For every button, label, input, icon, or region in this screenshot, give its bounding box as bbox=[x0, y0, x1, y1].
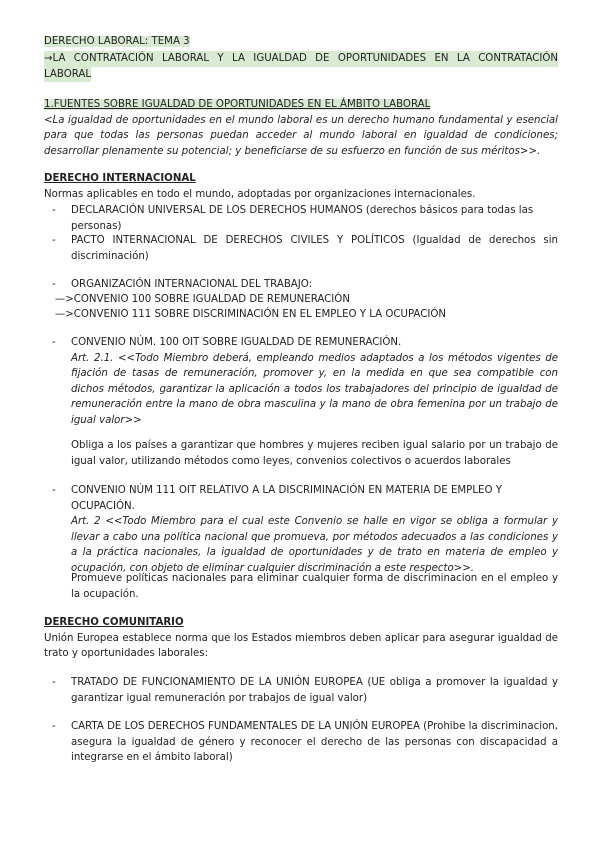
section-internacional bbox=[44, 171, 558, 202]
convenio-100-explanation: Obliga a los países a garantizar que hombres y mujeres reciben igual salario por un trabajo de igual valor, utilizando métodos como leyes, convenios colectivos o acuerdos laborales bbox=[71, 440, 558, 467]
heading-derecho-comunitario: DERECHO COMUNITARIO bbox=[44, 617, 184, 628]
bullet-dash: - bbox=[52, 205, 56, 216]
bullet-dash: - bbox=[52, 485, 56, 496]
convenio-100-quote: Art. 2.1. <<Todo Miembro deberá, empleando medios adaptados a los métodos vigentes de fijación de tasas de remuneración, promover y, en la medida en que sea compatible con dichos métodos, garantizar la aplicación a todos los trabajadores del principio de igualdad de remuneración entre la mano de obra masculina y la mano de obra femenina por un trabajo de igual valor>> bbox=[71, 352, 558, 426]
list-item-oit: ORGANIZACIÓN INTERNACIONAL DEL TRABAJO: bbox=[71, 279, 313, 290]
convenio-100-title: CONVENIO NÚM. 100 OIT SOBRE IGUALDAD DE REMUNERACIÓN. bbox=[71, 337, 402, 348]
section-quote: <La igualdad de oportunidades en el mundo laboral es un derecho humano fundamental y esencial para que todas las personas puedan acceder al mundo laboral en igualdad de condiciones; desarrollar plenamente su potencial; y beneficiarse de su esfuerzo en función de sus méritos>>. bbox=[44, 114, 558, 157]
heading-derecho-internacional: DERECHO INTERNACIONAL bbox=[44, 173, 196, 184]
list-item-carta: CARTA DE LOS DERECHOS FUNDAMENTALES DE LA UNIÓN EUROPEA (Prohibe la discriminacion, asegura la igualdad de género y reconocer el derecho de las personas con discapacidad a integrarse en el ámbito laboral) bbox=[71, 721, 558, 764]
arrow-line-convenio-100: —>CONVENIO 100 SOBRE IGUALDAD DE REMUNERACIÓN bbox=[55, 294, 350, 305]
subtitle-block bbox=[44, 51, 558, 82]
document-title: DERECHO LABORAL: TEMA 3 bbox=[44, 36, 190, 47]
arrow-line-convenio-111: —>CONVENIO 111 SOBRE DISCRIMINACIÓN EN EL EMPLEO Y LA OCUPACIÓN bbox=[55, 309, 446, 320]
convenio-111-explanation: Promueve políticas nacionales para eliminar cualquier forma de discriminacion en el empleo y la ocupación. bbox=[71, 573, 558, 600]
bullet-dash: - bbox=[52, 721, 56, 732]
bullet-dash: - bbox=[52, 337, 56, 348]
list-item-convenio-111 bbox=[71, 483, 558, 577]
list-item-dudh: DECLARACIÓN UNIVERSAL DE LOS DERECHOS HUMANOS (derechos básicos para todas las personas) bbox=[71, 205, 534, 232]
list-item-tratado: TRATADO DE FUNCIONAMIENTO DE LA UNIÓN EUROPEA (UE obliga a promover la igualdad y garantizar igual remuneración por trabajos de igual valor) bbox=[71, 677, 558, 704]
bullet-dash: - bbox=[52, 235, 56, 246]
bullet-dash: - bbox=[52, 677, 56, 688]
convenio-111-title: CONVENIO NÚM 111 OIT RELATIVO A LA DISCRIMINACIÓN EN MATERIA DE EMPLEO Y OCUPACIÓN. bbox=[71, 485, 502, 512]
section-heading-fuentes: 1.FUENTES SOBRE IGUALDAD DE OPORTUNIDADES EN EL ÁMBITO LABORAL bbox=[44, 99, 431, 110]
internacional-intro: Normas aplicables en todo el mundo, adoptadas por organizaciones internacionales. bbox=[44, 188, 476, 200]
bullet-dash: - bbox=[52, 279, 56, 290]
subtitle-line-2: LABORAL bbox=[44, 67, 91, 83]
list-item-convenio-100 bbox=[71, 335, 558, 429]
list-item-pacto: PACTO INTERNACIONAL DE DERECHOS CIVILES Y POLÍTICOS (Igualdad de derechos sin discriminación) bbox=[71, 235, 558, 262]
section-fuentes bbox=[44, 97, 558, 159]
title-line bbox=[44, 34, 558, 50]
comunitario-intro: Unión Europea establece norma que los Estados miembros deben aplicar para asegurar igualdad de trato y oportunidades laborales: bbox=[44, 632, 558, 660]
subtitle-line-1: →LA CONTRATACIÓN LABORAL Y LA IGUALDAD DE OPORTUNIDADES EN LA CONTRATACIÓN bbox=[44, 51, 558, 67]
convenio-111-quote: Art. 2 <<Todo Miembro para el cual este Convenio se halle en vigor se obliga a formular y llevar a cabo una política nacional que promueva, por métodos adecuados a las condiciones y a la práctica nacionales, la igualdad de oportunidades y de trato en materia de empleo y ocupación, con objeto de eliminar cualquier discriminación a este respecto>>. bbox=[71, 516, 558, 574]
section-comunitario bbox=[44, 615, 558, 662]
